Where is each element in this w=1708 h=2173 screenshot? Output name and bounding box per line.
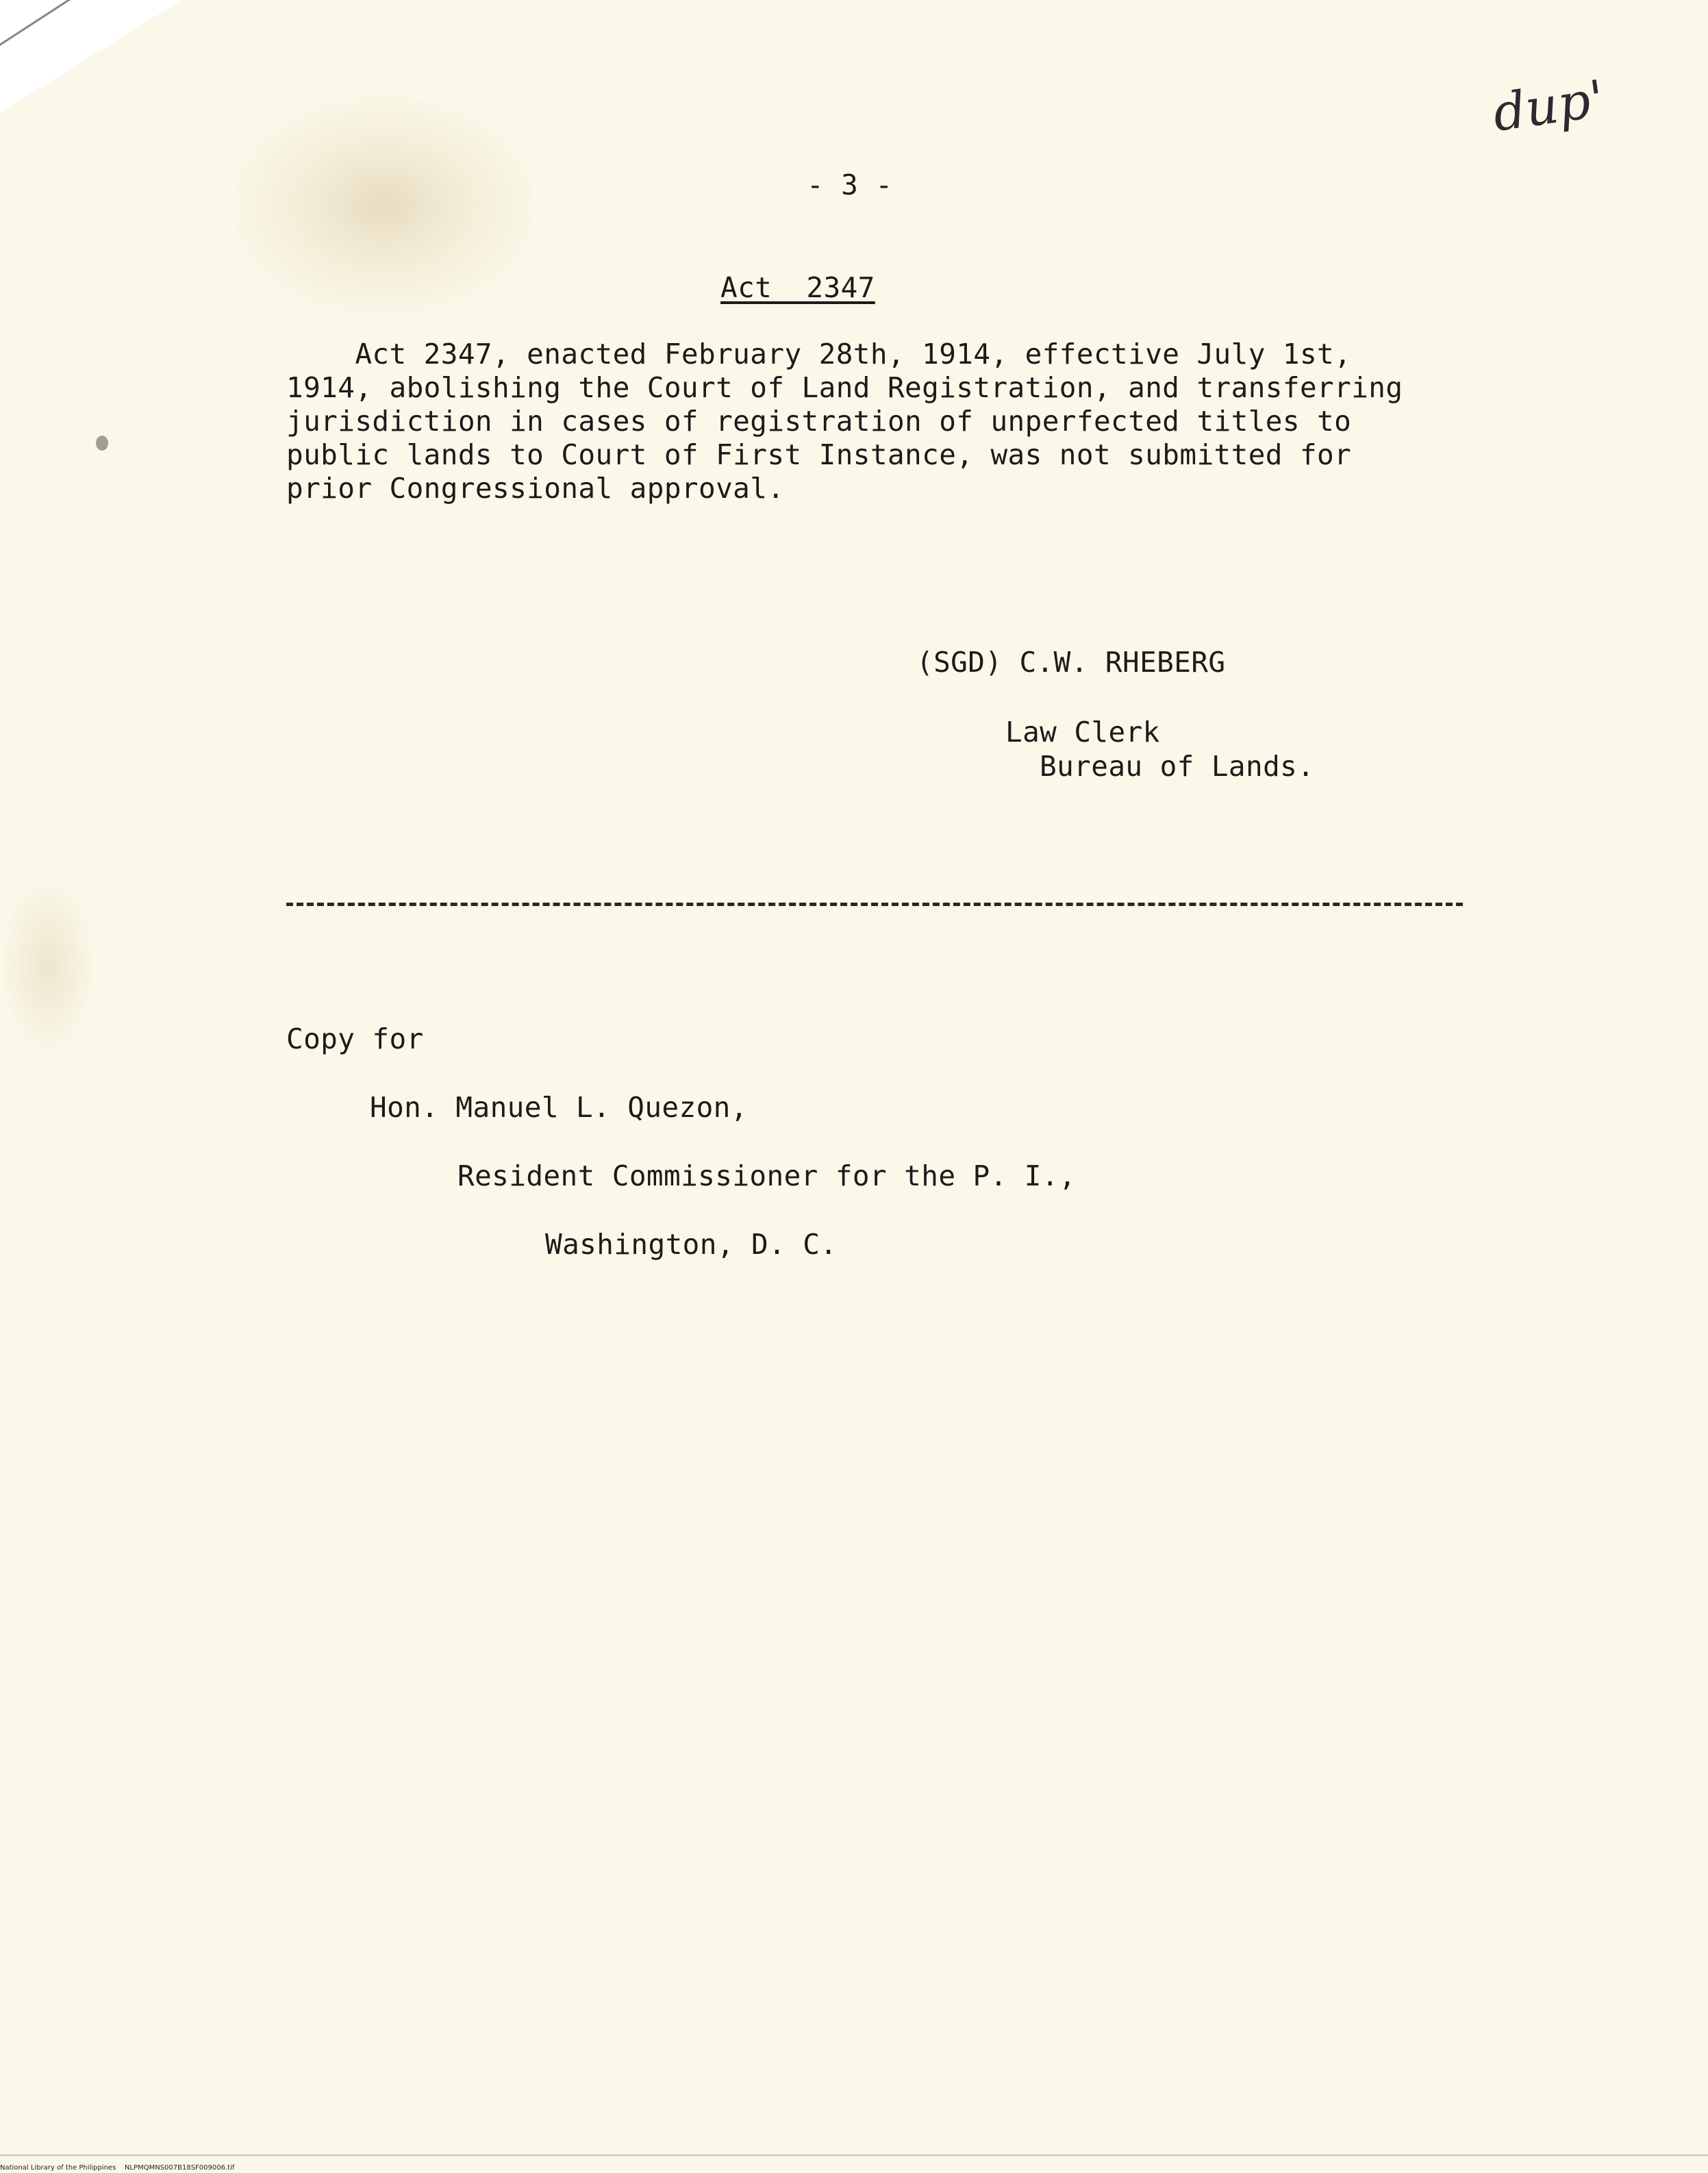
recipient-title: Resident Commissioner for the P. I., (457, 1159, 1077, 1192)
page-bottom-edge (0, 2155, 1708, 2156)
body-line: 1914, abolishing the Court of Land Registration, and transferring (286, 371, 1403, 404)
section-divider (286, 903, 1463, 906)
page-number: - 3 - (807, 168, 893, 201)
recipient-place: Washington, D. C. (545, 1228, 838, 1261)
body-line: jurisdiction in cases of registration of unperfected titles to (286, 405, 1352, 438)
signatory-department: Bureau of Lands. (1040, 750, 1315, 783)
handwritten-note: dup' (1489, 69, 1608, 143)
body-line: public lands to Court of First Instance, was not submitted for (286, 438, 1352, 471)
paper-stain (233, 96, 534, 315)
folded-corner (0, 0, 181, 113)
paper-stain (0, 877, 96, 1055)
body-line: Act 2347, enacted February 28th, 1914, effective July 1st, (286, 338, 1352, 370)
archive-footer: National Library of the Philippines NLPMQMNS007B18SF009006.tif (0, 2164, 235, 2172)
body-paragraph (286, 338, 1437, 505)
copy-for-label: Copy for (286, 1022, 424, 1055)
signatory-name: (SGD) C.W. RHEBERG (916, 646, 1226, 679)
document-heading: Act 2347 (720, 271, 875, 304)
body-line: prior Congressional approval. (286, 472, 785, 505)
signatory-title: Law Clerk (1005, 716, 1160, 749)
recipient-name: Hon. Manuel L. Quezon, (370, 1091, 748, 1124)
ink-spot (96, 436, 108, 451)
